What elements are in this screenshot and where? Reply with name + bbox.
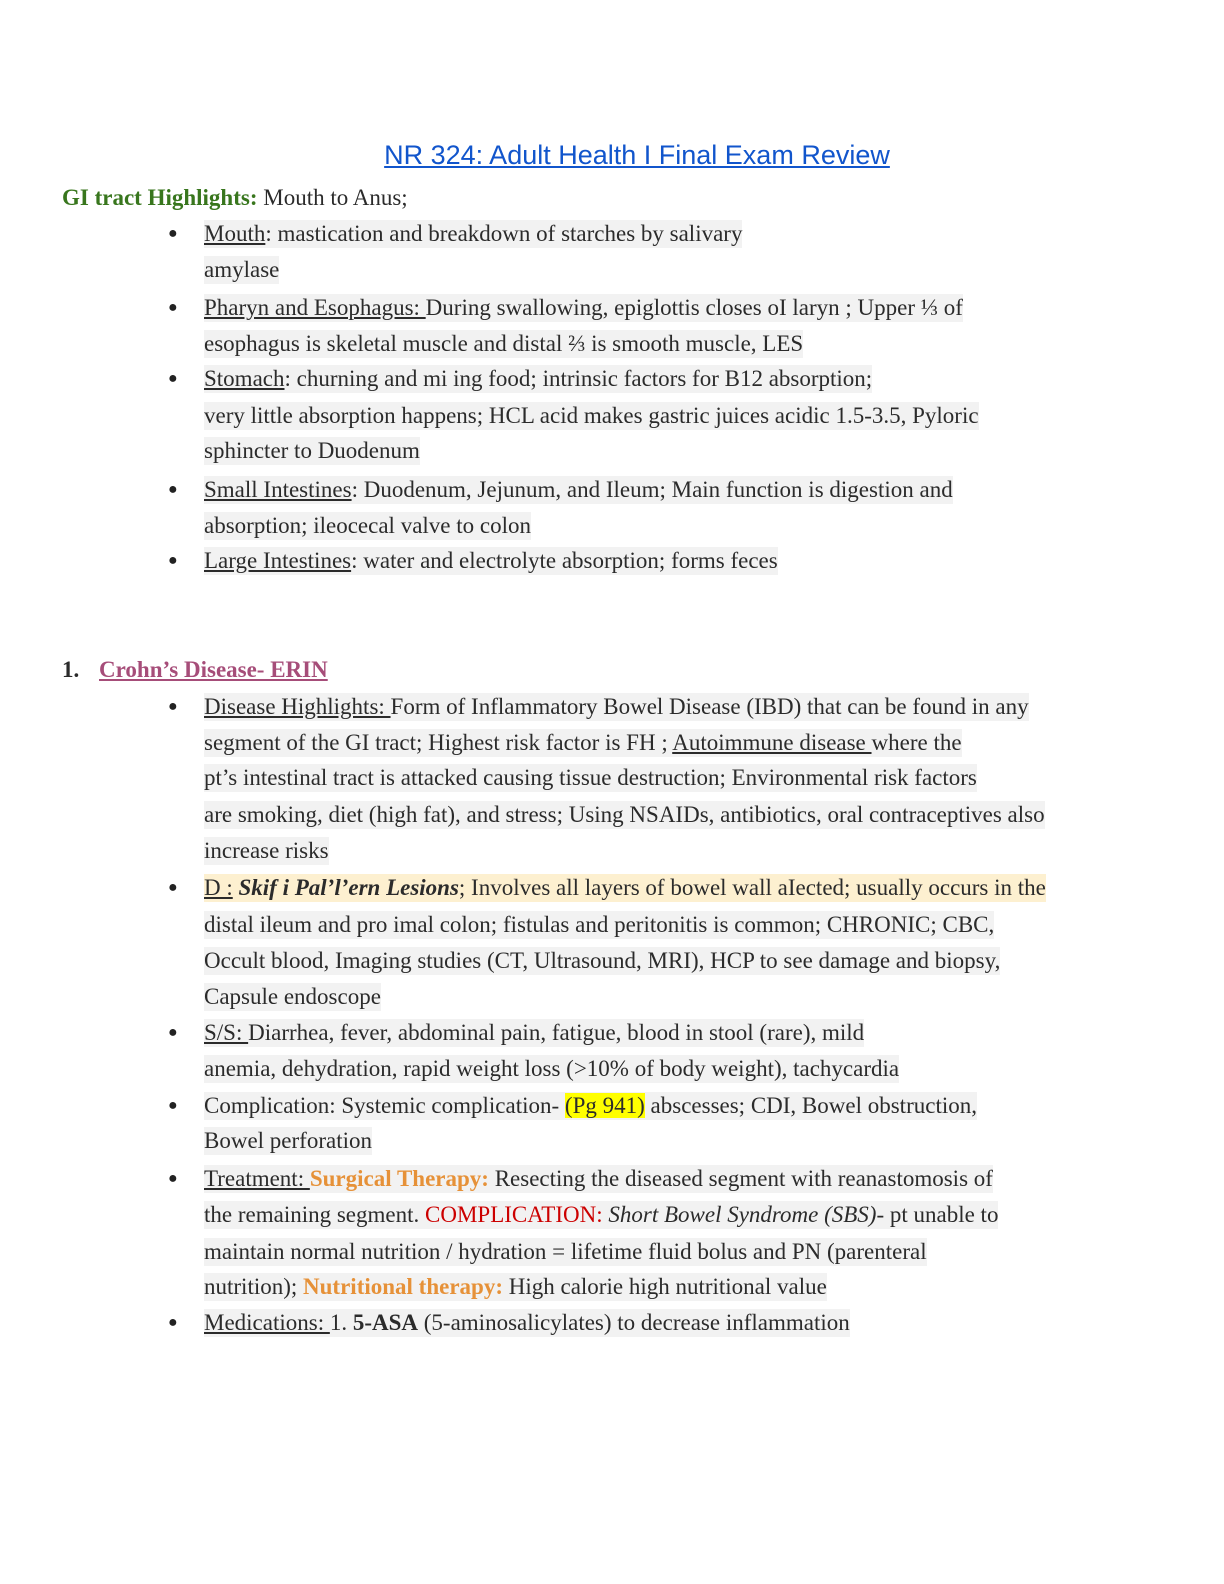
crohns-dx-line2: distal ileum and pro imal colon; fistulas and peritonitis is common; CHRONIC; CBC, [204,912,995,937]
surgical-therapy-label: Surgical Therapy: [309,1166,489,1191]
bullet-icon: ● [168,552,178,569]
gi-stomach-text: : churning and mi ing food; intrinsic factors for B12 absorption; [284,366,873,391]
gi-mouth-line1 [204,220,742,248]
gi-heading-text: Mouth to Anus; [257,185,408,210]
crohns-highlights-term: Disease Highlights: [204,694,391,719]
crohns-highlights-line4: are smoking, diet (high fat), and stress; Using NSAIDs, antibiotics, oral contraceptives also [204,802,1045,827]
crohns-treatment-line1 [204,1165,993,1193]
page-reference: (Pg 941) [564,1093,645,1118]
gi-small-line1 [204,476,953,504]
crohns-highlights-l2a: segment of the GI tract; Highest risk factor is FH ; [204,730,673,755]
crohns-meds-line1 [204,1309,850,1337]
bullet-icon: ● [168,879,178,896]
crohns-dx-lesions: Skif i Pal’l’ern Lesions [238,875,459,900]
crohns-highlights-l2c: where the [871,730,962,755]
crohns-treatment-line2 [204,1201,998,1229]
crohns-meds-term: Medications: [204,1310,330,1335]
crohns-complication-l1a: Complication: Systemic complication- [204,1093,565,1118]
crohns-heading-line [62,656,328,684]
bullet-icon: ● [168,299,178,316]
crohns-highlights-line2 [204,729,962,757]
gi-small-text: : Duodenum, Jejunum, and Ileum; Main function is digestion and [351,477,953,502]
crohns-treatment-term: Treatment: [204,1166,310,1191]
crohns-treatment-l4a: nutrition); [204,1274,304,1299]
gi-large-term: Large Intestines [204,548,352,573]
crohns-treatment-text: Resecting the diseased segment with reanastomosis of [488,1166,993,1191]
crohns-autoimmune: Autoimmune disease [672,730,872,755]
crohns-treatment-line4 [204,1273,827,1301]
gi-pharynx-text: During swallowing, epiglottis closes oI laryn ; Upper ⅓ of [425,295,963,320]
gi-large-text: : water and electrolyte absorption; forms feces [351,548,778,573]
gi-mouth-text: : mastication and breakdown of starches by salivary [265,221,743,246]
gi-heading-label: GI tract Highlights: [62,185,258,210]
crohns-meds-l1b: (5-aminosalicylates) to decrease inflammation [418,1310,850,1335]
crohns-highlights-line5: increase risks [204,838,329,863]
page-title[interactable]: NR 324: Adult Health I Final Exam Review [384,140,890,170]
crohns-highlights-line1 [204,693,1029,721]
crohns-highlights-text: Form of Inflammatory Bowel Disease (IBD) that can be found in any [390,694,1029,719]
gi-small-term: Small Intestines [204,477,352,502]
gi-mouth-term: Mouth [204,221,266,246]
bullet-icon: ● [168,1314,178,1331]
nutritional-therapy-label: Nutritional therapy: [303,1274,503,1299]
crohns-ss-text: Diarrhea, fever, abdominal pain, fatigue, blood in stool (rare), mild [248,1020,865,1045]
gi-large-line1 [204,547,778,575]
complication-label: COMPLICATION: [425,1202,603,1227]
crohns-complication-l1b: abscesses; CDI, Bowel obstruction, [644,1093,977,1118]
bullet-icon: ● [168,225,178,242]
crohns-dx-line1 [204,874,1046,902]
gi-stomach-line1 [204,365,872,393]
crohns-treatment-l2b: - pt unable to [876,1202,999,1227]
bullet-icon: ● [168,1170,178,1187]
crohns-dx-line3: Occult blood, Imaging studies (CT, Ultrasound, MRI), HCP to see damage and biopsy, [204,948,1001,973]
bullet-icon: ● [168,1097,178,1114]
bullet-icon: ● [168,481,178,498]
crohns-treatment-l2a: the remaining segment. [204,1202,425,1227]
crohns-meds-l1a: 1. [329,1310,353,1335]
gi-pharynx-line1 [204,294,963,322]
gi-pharynx-line2: esophagus is skeletal muscle and distal ⅔ is smooth muscle, LES [204,331,804,356]
bullet-icon: ● [168,370,178,387]
crohns-ss-line2: anemia, dehydration, rapid weight loss (>10% of body weight), tachycardia [204,1056,900,1081]
crohns-dx-term: D : [204,875,233,900]
crohns-dx-line4: Capsule endoscope [204,984,381,1009]
crohns-dx-text: ; Involves all layers of bowel wall aIected; usually occurs in the [458,875,1046,900]
crohns-treatment-l4b: High calorie high nutritional value [503,1274,827,1299]
crohns-heading: Crohn’s Disease- ERIN [99,657,328,682]
crohns-highlights-line3: pt’s intestinal tract is attacked causing tissue destruction; Environmental risk factors [204,765,977,790]
crohns-treatment-line3: maintain normal nutrition / hydration = lifetime fluid bolus and PN (parenteral [204,1239,927,1264]
crohns-complication-line1 [204,1092,977,1120]
gi-mouth-line2: amylase [204,257,280,282]
gi-small-line2: absorption; ileocecal valve to colon [204,513,531,538]
crohns-ss-term: S/S: [204,1020,249,1045]
gi-stomach-line3: sphincter to Duodenum [204,438,420,463]
crohns-ss-line1 [204,1019,864,1047]
gi-heading-line [62,184,408,212]
gi-pharynx-term: Pharyn and Esophagus: [204,295,426,320]
sbs-label: Short Bowel Syndrome (SBS) [602,1202,877,1227]
bullet-icon: ● [168,1024,178,1041]
gi-stomach-line2: very little absorption happens; HCL acid makes gastric juices acidic 1.5-3.5, Pyloric [204,403,979,428]
bullet-icon: ● [168,698,178,715]
crohns-number: 1. [62,657,80,682]
asa-label: 5-ASA [352,1310,419,1335]
gi-stomach-term: Stomach [204,366,285,391]
crohns-complication-line2: Bowel perforation [204,1128,372,1153]
